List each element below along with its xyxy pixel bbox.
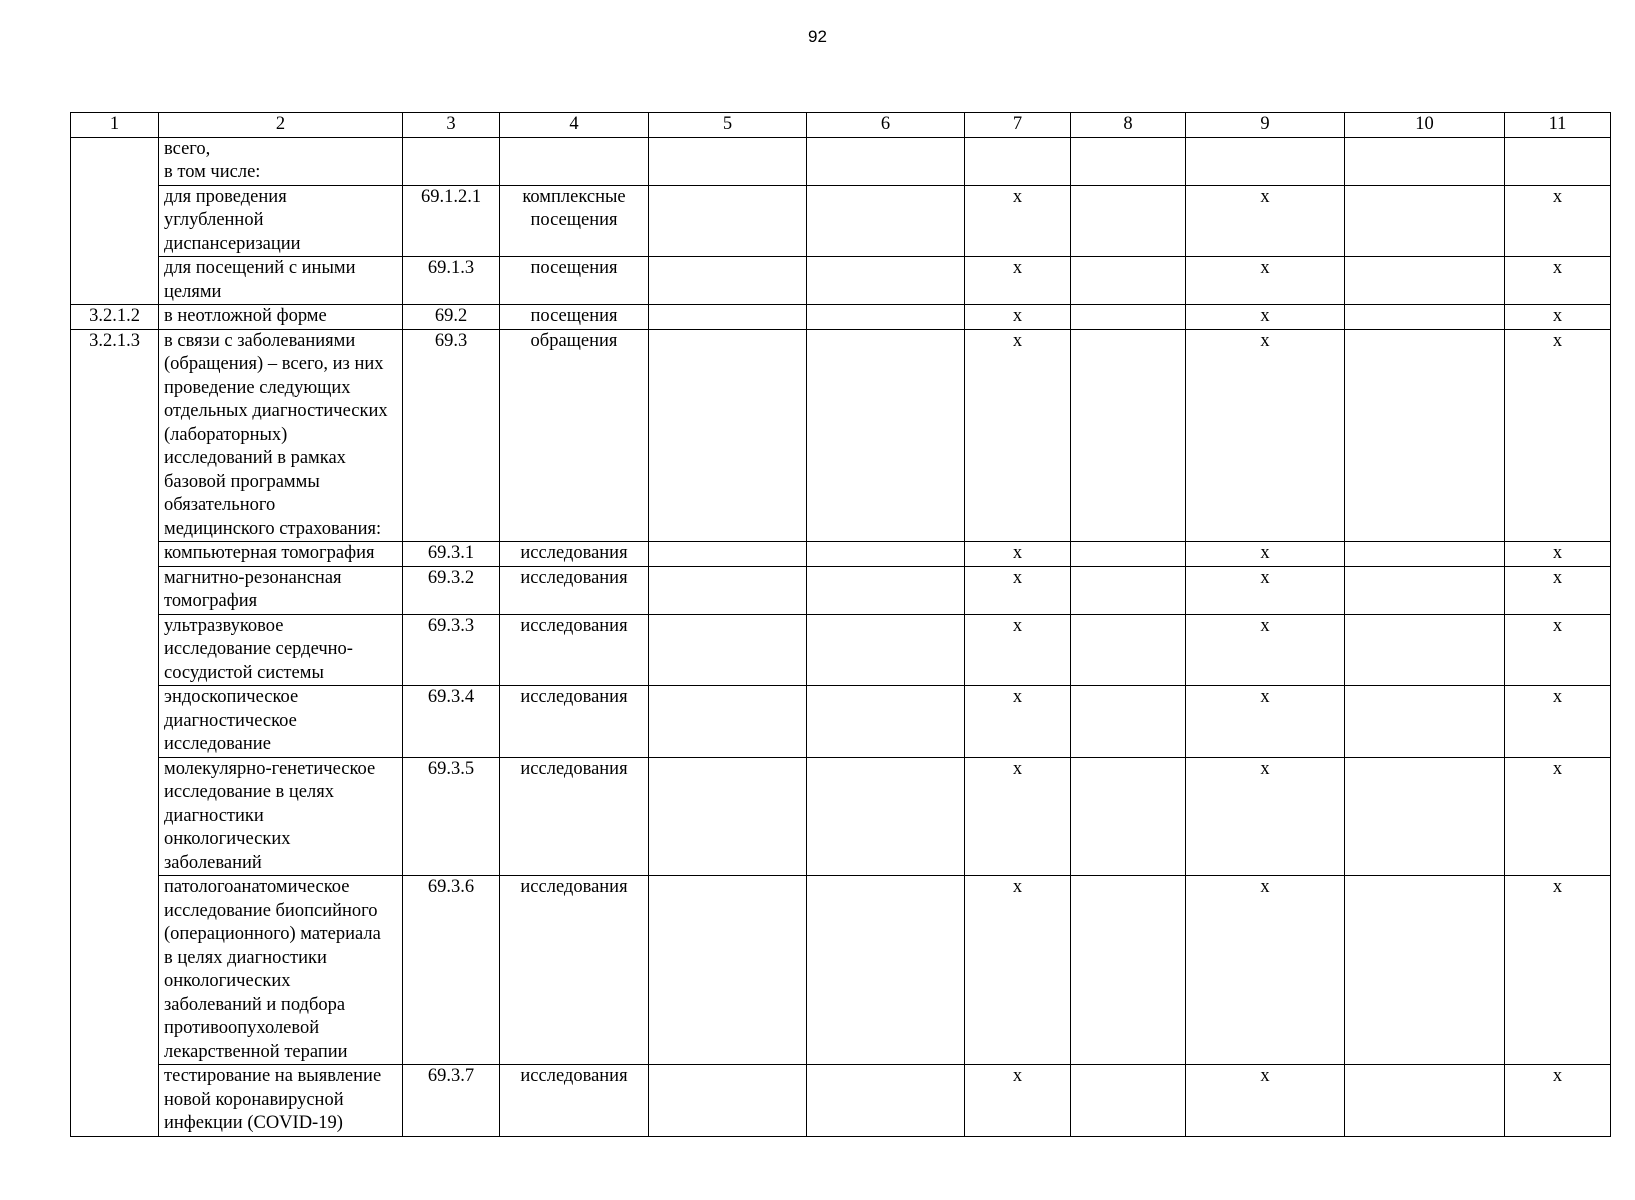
unit-cell: посещения [500,305,649,330]
value-cell-col-8 [1071,614,1186,686]
value-cell-col-9: х [1186,185,1345,257]
value-cell-col-7: х [965,876,1071,1065]
row-number-cell [71,542,159,567]
row-number-cell [71,876,159,1065]
indicator-name-cell: для посещений с иными целями [159,257,403,305]
value-cell-col-8 [1071,542,1186,567]
value-cell-col-9: х [1186,614,1345,686]
table-row [71,757,1611,876]
value-cell-col-6 [807,876,965,1065]
value-cell-col-9: х [1186,566,1345,614]
row-code-cell: 69.2 [403,305,500,330]
column-header: 2 [159,113,403,138]
value-cell-col-7: х [965,566,1071,614]
value-cell-col-11: х [1505,757,1611,876]
value-cell-col-5 [649,329,807,542]
value-cell-col-5 [649,137,807,185]
table-row [71,257,1611,305]
value-cell-col-8 [1071,686,1186,758]
row-code-cell: 69.3.6 [403,876,500,1065]
value-cell-col-7: х [965,1065,1071,1137]
column-header: 6 [807,113,965,138]
value-cell-col-7: х [965,614,1071,686]
value-cell-col-10 [1345,329,1505,542]
indicator-name-cell: магнитно-резонансная томография [159,566,403,614]
value-cell-col-5 [649,305,807,330]
unit-cell: исследования [500,1065,649,1137]
value-cell-col-11: х [1505,305,1611,330]
value-cell-col-8 [1071,757,1186,876]
value-cell-col-5 [649,542,807,567]
value-cell-col-10 [1345,614,1505,686]
value-cell-col-11: х [1505,1065,1611,1137]
value-cell-col-11: х [1505,257,1611,305]
unit-cell: исследования [500,757,649,876]
row-number-cell: 3.2.1.3 [71,329,159,542]
column-header: 1 [71,113,159,138]
table-row [71,876,1611,1065]
unit-cell: исследования [500,542,649,567]
row-number-cell [71,1065,159,1137]
value-cell-col-8 [1071,137,1186,185]
row-code-cell: 69.3.5 [403,757,500,876]
table-body [71,113,1611,1137]
value-cell-col-8 [1071,566,1186,614]
row-number-cell [71,566,159,614]
value-cell-col-5 [649,686,807,758]
value-cell-col-11: х [1505,329,1611,542]
unit-cell: исследования [500,614,649,686]
value-cell-col-5 [649,185,807,257]
indicator-name-cell: патологоанатомическое исследование биопсийного (операционного) материала в целях диагностики онкологических заболеваний и подбора противоопухолевой лекарственной терапии [159,876,403,1065]
value-cell-col-8 [1071,329,1186,542]
column-header: 3 [403,113,500,138]
value-cell-col-6 [807,137,965,185]
indicator-name-cell: ультразвуковое исследование сердечно- сосудистой системы [159,614,403,686]
value-cell-col-6 [807,614,965,686]
value-cell-col-10 [1345,876,1505,1065]
value-cell-col-7: х [965,542,1071,567]
table-row [71,137,1611,185]
row-number-cell [71,257,159,305]
data-table [70,112,1611,1137]
value-cell-col-10 [1345,257,1505,305]
value-cell-col-10 [1345,1065,1505,1137]
value-cell-col-10 [1345,185,1505,257]
indicator-name-cell: молекулярно-генетическое исследование в целях диагностики онкологических заболеваний [159,757,403,876]
value-cell-col-11: х [1505,185,1611,257]
unit-cell: исследования [500,876,649,1065]
value-cell-col-8 [1071,876,1186,1065]
row-code-cell: 69.1.3 [403,257,500,305]
unit-cell: посещения [500,257,649,305]
page-number: 92 [808,27,827,46]
column-header: 4 [500,113,649,138]
value-cell-col-10 [1345,686,1505,758]
value-cell-col-5 [649,876,807,1065]
indicator-name-cell: тестирование на выявление новой коронавирусной инфекции (COVID-19) [159,1065,403,1137]
row-number-cell [71,185,159,257]
row-code-cell: 69.3.4 [403,686,500,758]
row-code-cell: 69.3.7 [403,1065,500,1137]
value-cell-col-9: х [1186,686,1345,758]
unit-cell: исследования [500,566,649,614]
table-row [71,305,1611,330]
table-row [71,686,1611,758]
table-row [71,329,1611,542]
row-code-cell: 69.3.2 [403,566,500,614]
row-code-cell: 69.1.2.1 [403,185,500,257]
value-cell-col-8 [1071,257,1186,305]
value-cell-col-11: х [1505,876,1611,1065]
value-cell-col-10 [1345,137,1505,185]
value-cell-col-11: х [1505,686,1611,758]
value-cell-col-6 [807,305,965,330]
indicator-name-cell: в неотложной форме [159,305,403,330]
column-header-row [71,113,1611,138]
table-row [71,614,1611,686]
value-cell-col-6 [807,1065,965,1137]
indicator-name-cell: эндоскопическое диагностическое исследование [159,686,403,758]
value-cell-col-7: х [965,305,1071,330]
value-cell-col-9 [1186,137,1345,185]
indicator-name-cell: всего, в том числе: [159,137,403,185]
value-cell-col-9: х [1186,1065,1345,1137]
value-cell-col-5 [649,757,807,876]
column-header: 5 [649,113,807,138]
value-cell-col-5 [649,1065,807,1137]
column-header: 10 [1345,113,1505,138]
indicator-name-cell: для проведения углубленной диспансеризации [159,185,403,257]
row-number-cell [71,757,159,876]
value-cell-col-9: х [1186,329,1345,542]
value-cell-col-6 [807,686,965,758]
value-cell-col-7: х [965,185,1071,257]
row-code-cell: 69.3.3 [403,614,500,686]
value-cell-col-10 [1345,305,1505,330]
value-cell-col-6 [807,542,965,567]
indicator-name-cell: компьютерная томография [159,542,403,567]
value-cell-col-7: х [965,757,1071,876]
value-cell-col-5 [649,257,807,305]
value-cell-col-11: х [1505,542,1611,567]
row-number-cell [71,686,159,758]
value-cell-col-6 [807,329,965,542]
column-header: 11 [1505,113,1611,138]
row-number-cell [71,614,159,686]
value-cell-col-7 [965,137,1071,185]
row-code-cell: 69.3.1 [403,542,500,567]
value-cell-col-10 [1345,757,1505,876]
unit-cell [500,137,649,185]
table-row [71,566,1611,614]
value-cell-col-9: х [1186,257,1345,305]
value-cell-col-6 [807,757,965,876]
value-cell-col-9: х [1186,757,1345,876]
value-cell-col-8 [1071,185,1186,257]
value-cell-col-6 [807,257,965,305]
value-cell-col-5 [649,614,807,686]
column-header: 7 [965,113,1071,138]
value-cell-col-7: х [965,329,1071,542]
value-cell-col-11 [1505,137,1611,185]
table-row [71,185,1611,257]
unit-cell: исследования [500,686,649,758]
value-cell-col-8 [1071,305,1186,330]
row-number-cell [71,137,159,185]
value-cell-col-11: х [1505,614,1611,686]
unit-cell: комплексные посещения [500,185,649,257]
value-cell-col-5 [649,566,807,614]
value-cell-col-10 [1345,566,1505,614]
column-header: 8 [1071,113,1186,138]
value-cell-col-11: х [1505,566,1611,614]
value-cell-col-9: х [1186,305,1345,330]
value-cell-col-6 [807,566,965,614]
value-cell-col-7: х [965,257,1071,305]
indicator-name-cell: в связи с заболеваниями (обращения) – всего, из них проведение следующих отдельных диагностических (лабораторных) исследований в рамках базовой программы обязательного медицинского страхования: [159,329,403,542]
value-cell-col-10 [1345,542,1505,567]
table-row [71,1065,1611,1137]
value-cell-col-9: х [1186,542,1345,567]
row-code-cell: 69.3 [403,329,500,542]
value-cell-col-7: х [965,686,1071,758]
row-code-cell [403,137,500,185]
value-cell-col-9: х [1186,876,1345,1065]
unit-cell: обращения [500,329,649,542]
table-row [71,542,1611,567]
value-cell-col-6 [807,185,965,257]
row-number-cell: 3.2.1.2 [71,305,159,330]
value-cell-col-8 [1071,1065,1186,1137]
column-header: 9 [1186,113,1345,138]
